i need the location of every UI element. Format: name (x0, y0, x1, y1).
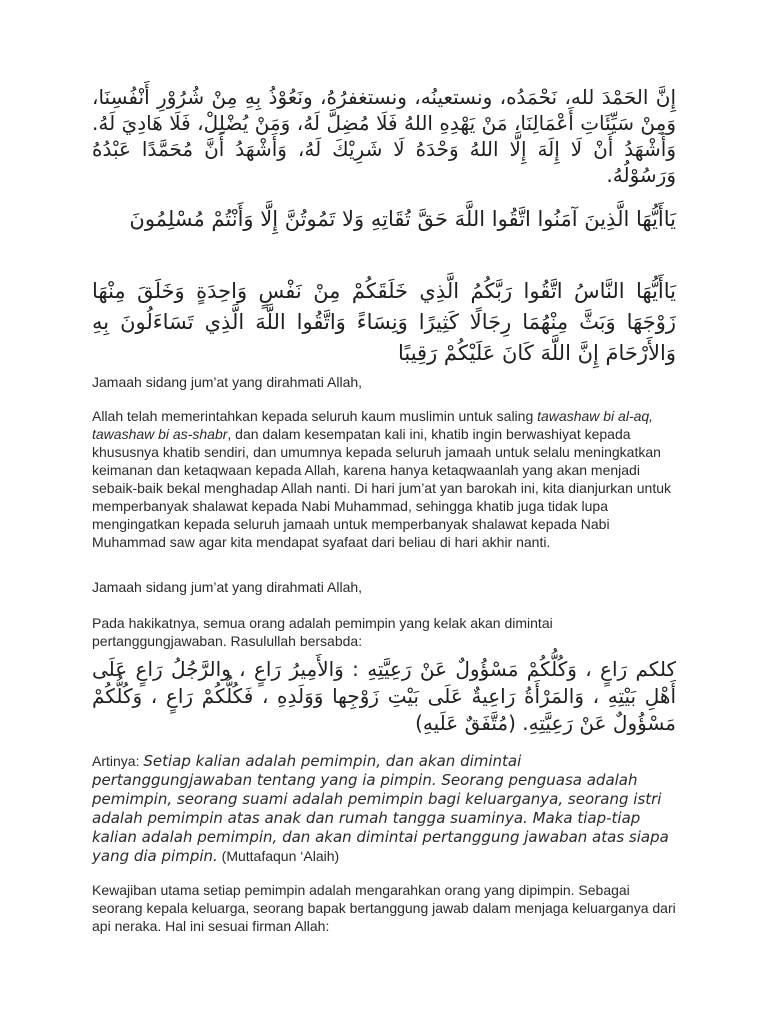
verse-ali-imran-arabic: يَاأَيُّهَا الَّذِينَ آمَنُوا اتَّقُوا اللَّهَ حَقَّ تُقَاتِهِ وَلا تَمُوتُنَّ إِلَّا وَأَنْتُمْ مُسْلِمُونَ (129, 207, 676, 231)
greeting-paragraph: Jamaah sidang jum’at yang dirahmati Allah, (92, 374, 363, 390)
opening-arabic-text: إِنَّ الحَمْدَ لله، نَحْمَدُه، ونستعينُه، ونستغفرُهُ، ونَعُوْذُ بِهِ مِنْ شُرُوْرِ أَنْفُسِنَا، وَمِنْ سَيِّئَاتِ أَعْمَالِنَا، مَنْ يَهْدِهِ اللهُ فَلَا مُضِلَّ لَهُ، وَمَنْ يُضْلِلْ، فَلَا هَادِيَ لَهُ. وَأَشْهَدُ أَنْ لَا إِلَهَ إِلَّا اللهُ وَحْدَهُ لَا شَرِيْكَ لَهُ، وَأَشْهَدُ أَنَّ مُحَمَّدًا عَبْدُهُ وَرَسُوْلُهُ. (92, 85, 676, 187)
wasiat-paragraph (92, 407, 678, 551)
family-duty-paragraph: Kewajiban utama setiap pemimpin adalah mengarahkan orang yang dipimpin. Sebagai seorang kepala keluarga, seorang bapak bertanggung jawab dalam menjaga keluarganya dari api neraka. Hal ini sesuai firman Allah: (92, 882, 676, 934)
greeting-paragraph-2: Jamaah sidang jum’at yang dirahmati Allah, (92, 579, 363, 595)
verse-an-nisa-arabic: يَاأَيُّهَا النَّاسُ اتَّقُوا رَبَّكُمُ الَّذِي خَلَقَكُمْ مِنْ نَفْسٍ وَاحِدَةٍ وَخَلَقَ مِنْهَا زَوْجَهَا وَبَثَّ مِنْهُمَا رِجَالًا كَثِيرًا وَنِسَاءً وَاتَّقُوا اللَّهَ الَّذِي تَسَاءَلُونَ بِهِ وَالأَرْحَامَ إِنَّ اللَّهَ كَانَ عَلَيْكُمْ رَقِيبًا (92, 279, 676, 365)
wasiat-text-start: Allah telah memerintahkan kepada seluruh kaum muslimin untuk saling (92, 408, 538, 424)
translation-label: Artinya: (92, 753, 144, 769)
hadith-arabic-text: كلكم رَاعٍ ، وَكُلُّكُمْ مَسْؤُولٌ عَنْ رَعِيَّتِهِ : وَالأَمِيرُ رَاعٍ ، والرَّجُلُ رَاعٍ عَلَى أَهْلِ بَيْتِهِ ، وَالمَرْأَةُ رَاعِيةٌ عَلَى بَيْتِ زَوْجِها وَوَلَدِهِ ، فَكُلُّكُمْ رَاعٍ ، وَكُلُّكُمْ مَسْؤُولٌ عَنْ رَعِيَّتِهِ. (مُتَّفَقٌ عَلَيهِ) (92, 657, 676, 735)
translation-source: (Muttafaqun ‘Alaih) (217, 848, 340, 864)
translation-paragraph (92, 752, 678, 866)
wasiat-text-end: , dan dalam kesempatan kali ini, khatib ingin berwashiyat kepada khususnya khatib sendiri, dan umumnya kepada seluruh jamaah untuk selalu meningkatkan keimanan dan ketaqwaan kepada Allah, karena hanya ketaqwaanlah yang akan menjadi sebaik-baik bekal menghadap Allah nanti. Di hari jum’at yan barokah ini, kita dianjurkan untuk memperbanyak shalawat kepada Nabi Muhammad, sehingga khatib juga tidak lupa mengingatkan kepada seluruh jamaah untuk memperbanyak shalawat kepada Nabi Muhammad saw agar kita mendapat syafaat dari beliau di hari akhir nanti. (92, 426, 672, 550)
leadership-paragraph: Pada hakikatnya, semua orang adalah pemimpin yang kelak akan dimintai pertanggungjawaban. Rasulullah bersabda: (92, 615, 553, 649)
translation-text: Setiap kalian adalah pemimpin, dan akan dimintai pertanggungjawaban tentang yang ia pimpin. Seorang penguasa adalah pemimpin, seorang suami adalah pemimpin bagi keluarganya, seorang istri adalah pemimpin atas anak dan rumah tangga suaminya. Maka tiap-tiap kalian adalah pemimpin, dan akan dimintai pertanggung jawaban atas siapa yang dia pimpin. (92, 752, 669, 865)
wasiat-italic-term: tawashaw bi al-aq, tawashaw bi as-shabr (92, 408, 654, 442)
